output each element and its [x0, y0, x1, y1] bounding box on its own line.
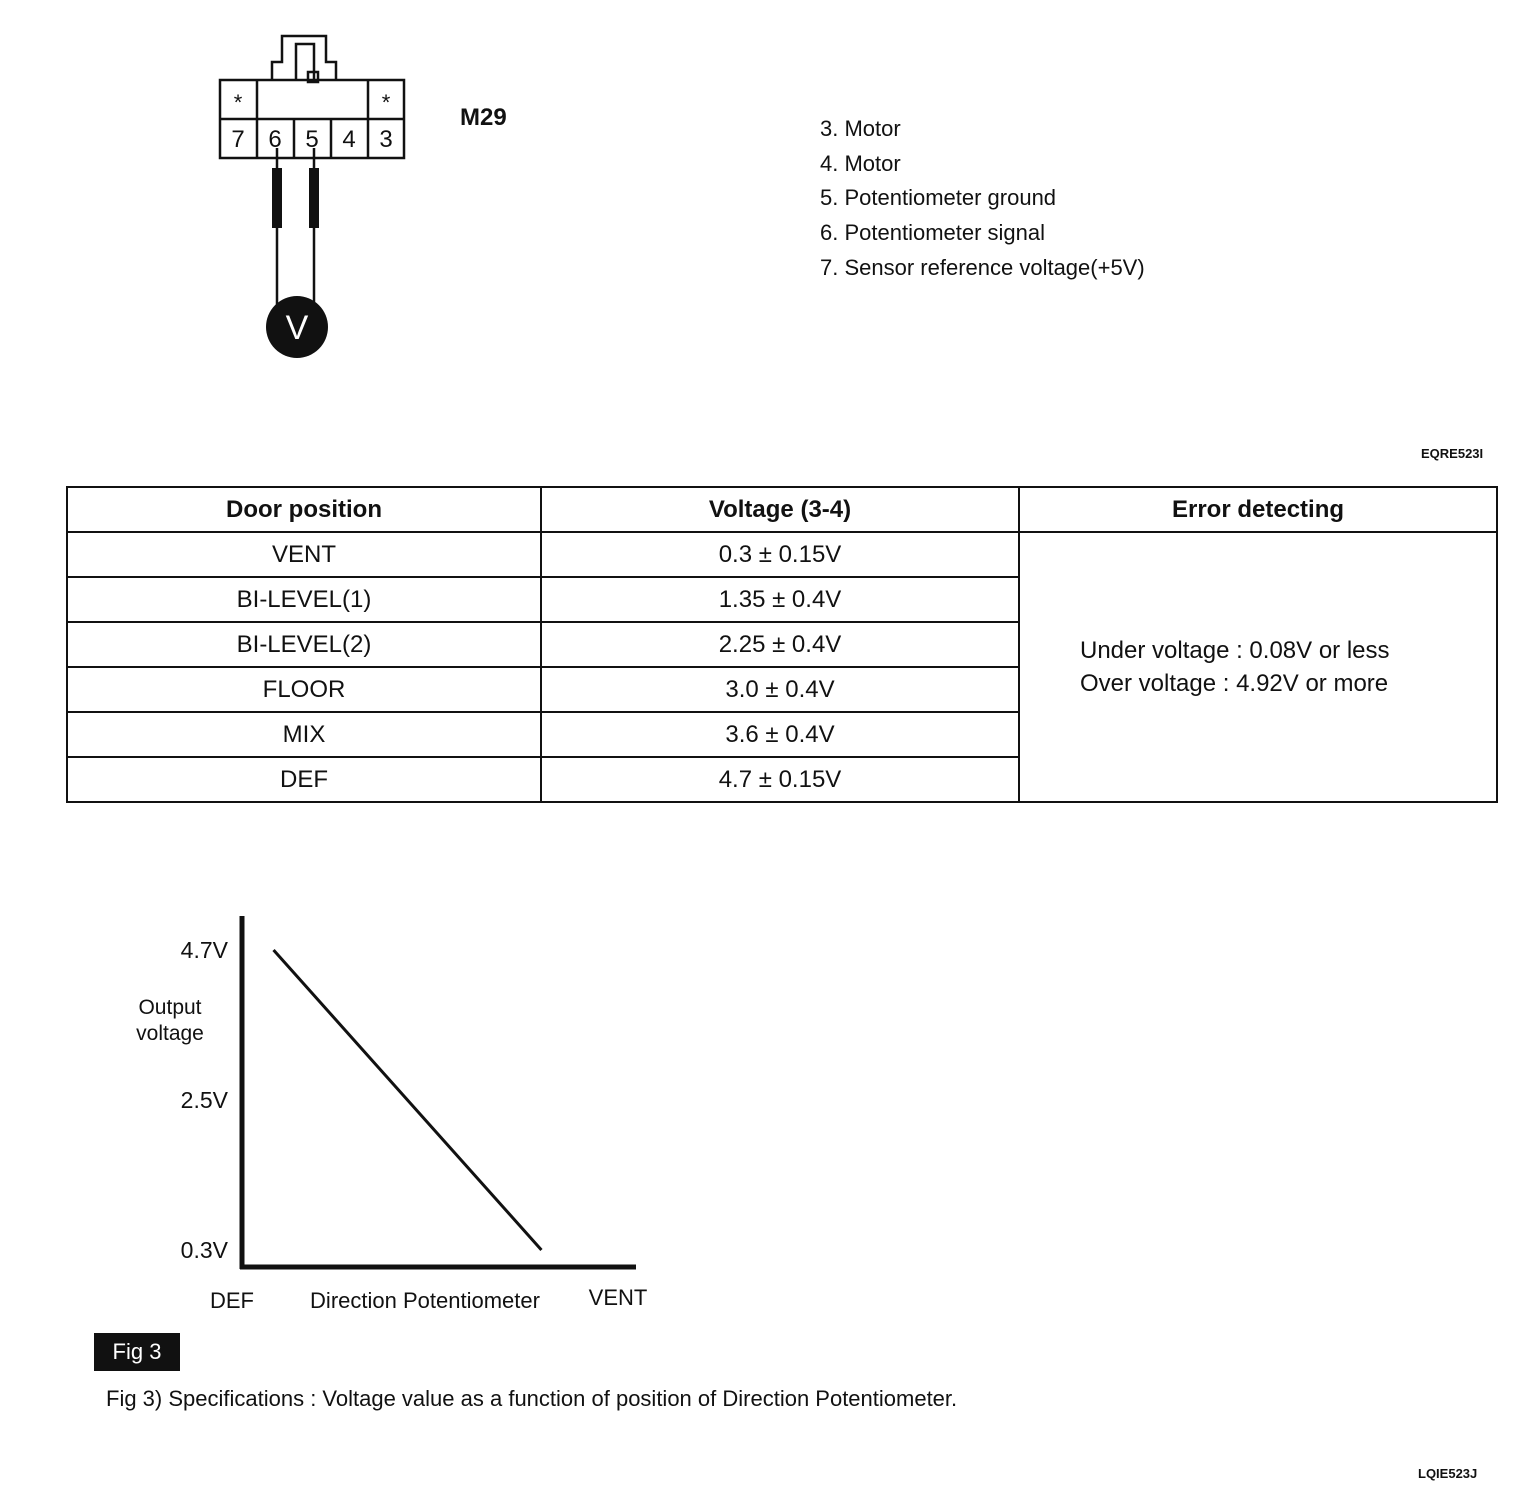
door-position-cell: FLOOR [67, 667, 541, 712]
y-axis-label-line1: Output [138, 996, 202, 1019]
header-voltage: Voltage (3-4) [541, 487, 1019, 532]
connector-mark: * [233, 90, 243, 115]
legend-item: 6. Potentiometer signal [820, 220, 1046, 246]
x-end-label: VENT [588, 1285, 648, 1310]
figure-badge: Fig 3 [94, 1333, 180, 1371]
x-axis-label: Direction Potentiometer [310, 1288, 540, 1313]
over-voltage-text: Over voltage : 4.92V or more [1080, 670, 1389, 697]
voltage-cell: 2.25 ± 0.4V [541, 622, 1019, 667]
table-header-row [67, 487, 1497, 532]
voltmeter-symbol: V [285, 309, 309, 347]
series-line [274, 950, 542, 1250]
header-error-detecting: Error detecting [1019, 487, 1497, 532]
connector-pin-5: 5 [305, 126, 319, 153]
connector-latch-inner [296, 44, 314, 80]
door-position-cell: VENT [67, 532, 541, 577]
connector-pin-6: 6 [268, 126, 282, 153]
door-position-cell: DEF [67, 757, 541, 802]
voltage-chart [120, 900, 680, 1320]
voltage-cell: 1.35 ± 0.4V [541, 577, 1019, 622]
legend-item: 3. Motor [820, 116, 901, 141]
connector-mark: * [381, 90, 391, 115]
probe-tip-6 [272, 168, 282, 228]
figure-caption: Fig 3) Specifications : Voltage value as a function of position of Direction Potentiometer. [106, 1386, 958, 1411]
probe-tip-5 [309, 168, 319, 228]
pin-legend [820, 112, 1145, 286]
legend-item: 5. Potentiometer ground [820, 185, 1057, 211]
connector-pin-3: 3 [379, 126, 393, 153]
y-tick-label: 2.5V [180, 1087, 228, 1113]
error-detecting-cell [1019, 532, 1497, 802]
legend-item: 4. Motor [820, 150, 901, 176]
legend-item: 7. Sensor reference voltage(+5V) [820, 254, 1145, 280]
door-position-cell: MIX [67, 712, 541, 757]
door-position-cell: BI-LEVEL(1) [67, 577, 541, 622]
x-start-label: DEF [210, 1288, 254, 1313]
y-axis-label-line2: voltage [136, 1022, 204, 1045]
y-tick-label: 4.7V [180, 937, 228, 963]
connector-diagram [200, 20, 420, 365]
voltage-cell: 3.6 ± 0.4V [541, 712, 1019, 757]
voltage-cell: 4.7 ± 0.15V [541, 757, 1019, 802]
connector-name: M29 [460, 104, 507, 131]
header-door-position: Door position [67, 487, 541, 532]
voltage-cell: 0.3 ± 0.15V [541, 532, 1019, 577]
connector-latch [272, 36, 336, 80]
connector-pin-7: 7 [231, 126, 245, 153]
figure-code-top: EQRE523I [1421, 446, 1484, 461]
voltage-cell: 3.0 ± 0.4V [541, 667, 1019, 712]
figure-code-bottom: LQIE523J [1418, 1466, 1478, 1481]
under-voltage-text: Under voltage : 0.08V or less [1080, 637, 1390, 664]
table-row [67, 532, 1497, 577]
spec-table [66, 486, 1498, 803]
y-tick-label: 0.3V [180, 1237, 228, 1263]
door-position-cell: BI-LEVEL(2) [67, 622, 541, 667]
connector-pin-4: 4 [342, 126, 356, 153]
